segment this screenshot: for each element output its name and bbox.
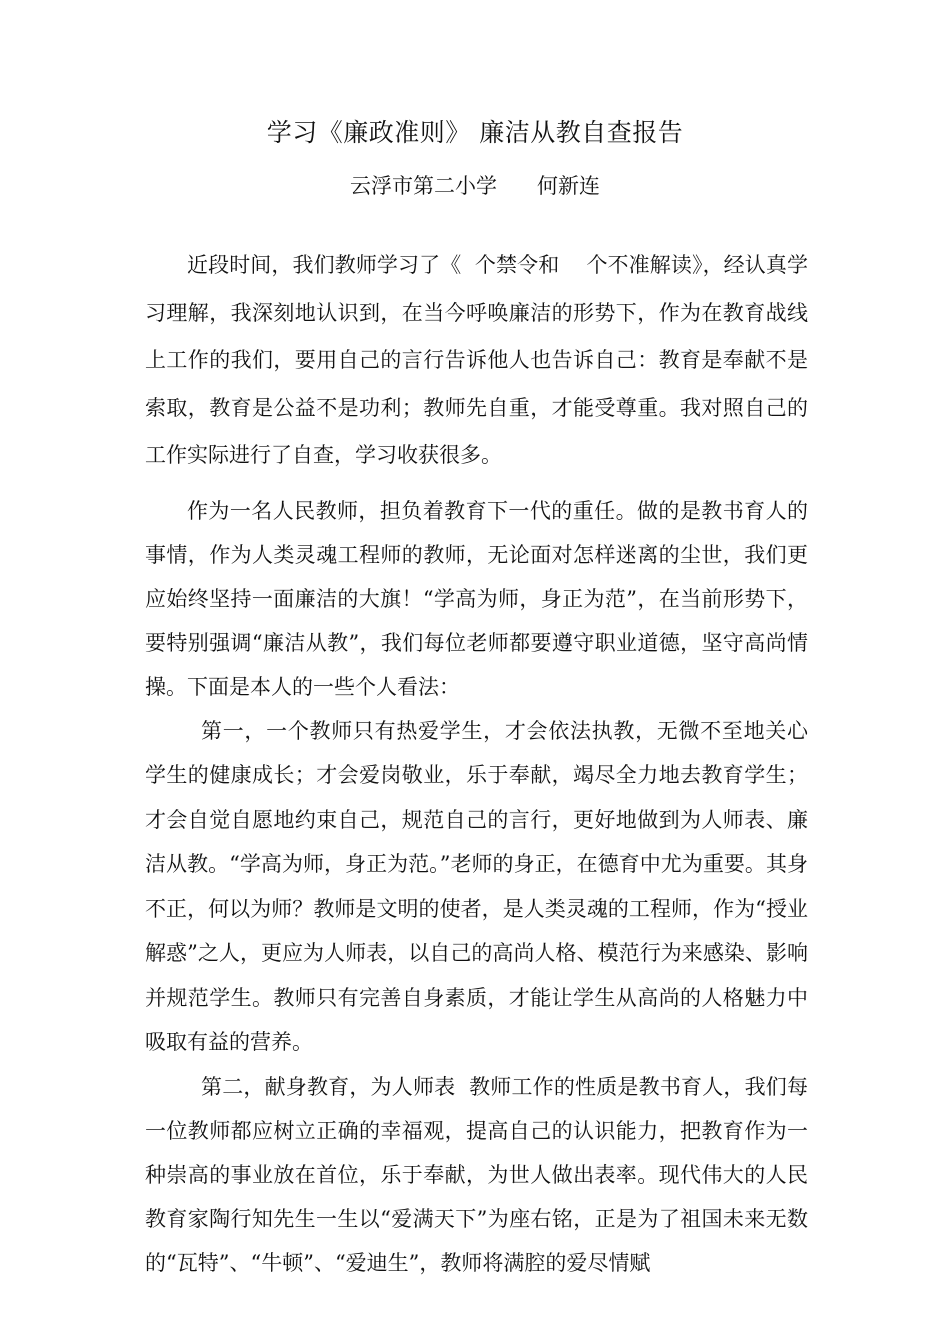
paragraph-second-point: 第二，献身教育，为人师表 教师工作的性质是教书育人，我们每一位教师都应树立正确的幸福观，提高自己的认识能力，把教育作为一种崇高的事业放在首位，乐于奉献，为世人做出表率。现代伟大的人民教育家陶行知先生一生以“爱满天下”为座右铭，正是为了祖国未来无数的“瓦特”、“牛顿”、“爱迪生”，教师将满腔的爱尽情赋 (145, 1074, 808, 1275)
document-title: 学习《廉政准则》 廉洁从教自查报告 (266, 118, 684, 147)
paragraph-intro: 近段时间，我们教师学习了《 个禁令和 个不准解读》，经认真学习理解，我深刻地认识到，在当今呼唤廉洁的形势下，作为在教育战线上工作的我们，要用自己的言行告诉他人也告诉自己：教育是奉献不是索取，教育是公益不是功利；教师先自重，才能受尊重。我对照自己的工作实际进行了自查，学习收获很多。 (145, 253, 808, 467)
paragraph-duty: 作为一名人民教师，担负着教育下一代的重任。做的是教书育人的事情，作为人类灵魂工程师的教师，无论面对怎样迷离的尘世，我们更应始终坚持一面廉洁的大旗！“学高为师，身正为范”，在当前形势下，要特别强调“廉洁从教”，我们每位老师都要遵守职业道德，坚守高尚情操。下面是本人的一些个人看法： (145, 498, 808, 699)
paragraph-first-point: 第一，一个教师只有热爱学生，才会依法执教，无微不至地关心学生的健康成长；才会爱岗敬业，乐于奉献，竭尽全力地去教育学生；才会自觉自愿地约束自己，规范自己的言行，更好地做到为人师表、廉洁从教。“学高为师，身正为范。”老师的身正，在德育中尤为重要。其身不正，何以为师？教师是文明的使者，是人类灵魂的工程师，作为“授业解惑”之人，更应为人师表，以自己的高尚人格、模范行为来感染、影响并规范学生。教师只有完善自身素质，才能让学生从高尚的人格魅力中吸取有益的营养。 (145, 718, 808, 1054)
document-body (145, 242, 808, 1285)
author-byline: 云浮市第二小学 何新连 (349, 174, 601, 198)
